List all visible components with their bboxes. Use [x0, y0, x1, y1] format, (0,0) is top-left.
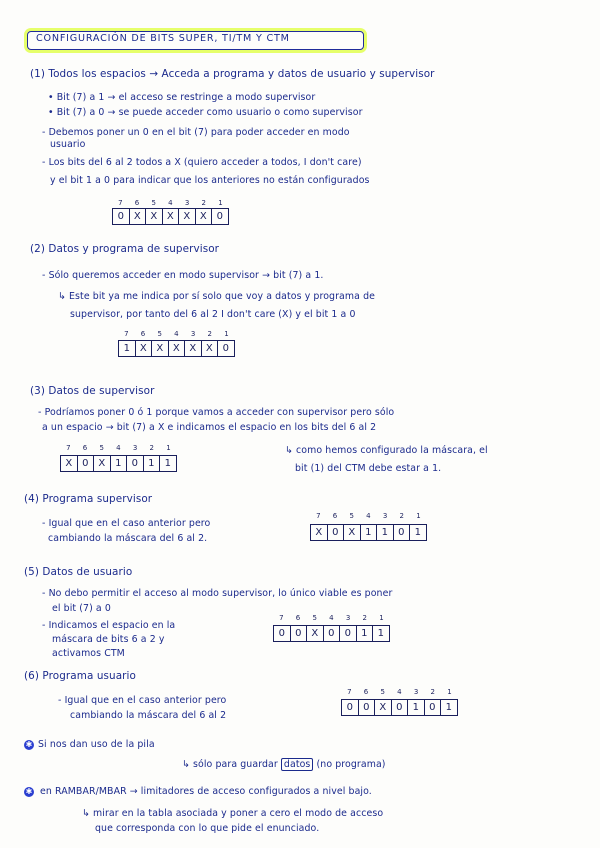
bit-num: 6: [140, 330, 146, 338]
bit-grid-3: [60, 455, 177, 472]
bit-num: 5: [380, 688, 385, 696]
section-6-heading: (6) Programa usuario: [24, 670, 136, 682]
section-3-line-2: a un espacio → bit (7) a X e indicamos el espacio en los bits del 6 al 2: [42, 422, 377, 433]
page-title: CONFIGURACIÓN DE BITS SUPER, TI/TM Y CTM: [36, 33, 290, 44]
bit-cell: 0: [342, 700, 359, 715]
bit-num: 4: [174, 330, 179, 338]
bit-cell: X: [169, 341, 186, 356]
bit-num: 7: [316, 512, 321, 520]
bit-num: 3: [382, 512, 388, 520]
bit-cell: 1: [377, 525, 394, 540]
bit-grid-4: [310, 524, 427, 541]
section-5-line-3: - Indicamos el espacio en la: [42, 620, 176, 631]
bit-cell: 0: [392, 700, 409, 715]
star-bullet-icon: ✱: [25, 787, 33, 796]
bit-num: 7: [118, 199, 123, 207]
bit-num: 3: [190, 330, 196, 338]
bit-cell: X: [185, 341, 202, 356]
section-2-line-1: - Sólo queremos acceder en modo supervisor → bit (7) a 1.: [42, 270, 324, 281]
note-2-sub2: que corresponda con lo que pide el enunciado.: [95, 823, 320, 834]
section-1-heading: (1) Todos los espacios → Acceda a programa y datos de usuario y supervisor: [30, 68, 435, 80]
bit-cell: X: [196, 209, 213, 224]
bit-cell: X: [311, 525, 328, 540]
note-2-text: en RAMBAR/MBAR → limitadores de acceso configurados a nivel bajo.: [40, 786, 372, 797]
section-3-heading: (3) Datos de supervisor: [30, 385, 155, 397]
bit-num: 7: [279, 614, 284, 622]
bit-cell: 1: [414, 527, 421, 538]
bit-num: 1: [379, 614, 384, 622]
section-2-heading: (2) Datos y programa de supervisor: [30, 243, 220, 255]
bit-grid-5: [273, 625, 390, 642]
section-1-line-3: - Debemos poner un 0 en el bit (7) para poder acceder en modo: [42, 127, 350, 138]
section-6-line-2: cambiando la máscara del 6 al 2: [70, 710, 227, 721]
bit-cell: 1: [377, 628, 384, 639]
section-4-line-1: - Igual que en el caso anterior pero: [42, 518, 211, 529]
bit-num: 7: [124, 330, 129, 338]
bit-cell: 0: [127, 456, 144, 471]
section-3-line-1: - Podríamos poner 0 ó 1 porque vamos a acceder con supervisor pero sólo: [38, 407, 395, 418]
section-1-line-5: - Los bits del 6 al 2 todos a X (quiero acceder a todos, I don't care): [42, 157, 362, 168]
bit-num: 7: [347, 688, 352, 696]
bit-num: 3: [413, 688, 419, 696]
bit-cell: X: [61, 456, 78, 471]
bit-cell: 1: [408, 700, 425, 715]
section-4-heading: (4) Programa supervisor: [24, 493, 153, 505]
bit-num: 5: [99, 444, 104, 452]
bit-cell: X: [146, 209, 163, 224]
bit-num: 2: [207, 330, 213, 338]
bit-positions-6: [341, 688, 458, 696]
bit-cell: X: [307, 626, 324, 641]
bit-cell: 1: [119, 341, 136, 356]
bit-cell: 1: [357, 626, 374, 641]
bit-cell: X: [179, 209, 196, 224]
bit-num: 3: [132, 444, 138, 452]
bit-cell: 0: [291, 626, 308, 641]
bit-num: 1: [447, 688, 452, 696]
bit-num: 4: [366, 512, 371, 520]
bit-num: 6: [134, 199, 140, 207]
bit-num: 2: [430, 688, 436, 696]
bit-num: 2: [362, 614, 368, 622]
bit-cell: 0: [113, 209, 130, 224]
bit-cell: X: [202, 341, 219, 356]
bit-grid-6: [341, 699, 458, 716]
note-2-sub: ↳ mirar en la tabla asociada y poner a cero el modo de acceso: [82, 808, 384, 819]
bit-num: 5: [312, 614, 317, 622]
section-1-line-4: usuario: [50, 139, 86, 150]
bit-cell: 0: [222, 343, 229, 354]
bit-cell: X: [94, 456, 111, 471]
bit-grid-1: [112, 208, 229, 225]
bit-num: 4: [168, 199, 173, 207]
bit-cell: 0: [340, 626, 357, 641]
bit-num: 2: [201, 199, 207, 207]
section-5-line-2: el bit (7) a 0: [52, 603, 111, 614]
bit-num: 2: [399, 512, 405, 520]
section-5-line-4: máscara de bits 6 a 2 y: [52, 634, 165, 645]
section-1-line-2: • Bit (7) a 0 → se puede acceder como usuario o como supervisor: [48, 107, 363, 118]
bit-num: 6: [295, 614, 301, 622]
bit-cell: X: [152, 341, 169, 356]
section-2-line-2: ↳ Este bit ya me indica por sí solo que voy a datos y programa de: [58, 291, 375, 302]
section-3-line-3: ↳ como hemos configurado la máscara, el: [285, 445, 488, 456]
section-4-line-2: cambiando la máscara del 6 al 2.: [48, 533, 208, 544]
section-1-line-6: y el bit 1 a 0 para indicar que los anteriores no están configurados: [50, 175, 370, 186]
note-1-sub: [182, 759, 386, 771]
bit-cell: 0: [274, 626, 291, 641]
bit-num: 6: [363, 688, 369, 696]
bit-cell: 0: [425, 700, 442, 715]
bit-cell: 0: [359, 700, 376, 715]
bit-cell: X: [163, 209, 180, 224]
bit-num: 6: [82, 444, 88, 452]
bit-num: 1: [218, 199, 223, 207]
bit-num: 5: [349, 512, 354, 520]
bit-num: 3: [184, 199, 190, 207]
section-2-line-3: supervisor, por tanto del 6 al 2 I don't care (X) y el bit 1 a 0: [70, 309, 356, 320]
bit-num: 2: [149, 444, 155, 452]
star-bullet-icon: ✱: [25, 740, 33, 749]
section-5-line-1: - No debo permitir el acceso al modo supervisor, lo único viable es poner: [42, 588, 393, 599]
bit-cell: X: [375, 700, 392, 715]
bit-positions-3: [60, 444, 177, 452]
bit-cell: 1: [111, 456, 128, 471]
bit-num: 5: [157, 330, 162, 338]
bit-num: 4: [397, 688, 402, 696]
bit-positions-4: [310, 512, 427, 520]
bit-cell: 0: [324, 626, 341, 641]
bit-num: 3: [345, 614, 351, 622]
bit-cell: 1: [164, 458, 171, 469]
section-5-heading: (5) Datos de usuario: [24, 566, 133, 578]
bit-cell: X: [130, 209, 147, 224]
bit-cell: 0: [216, 211, 223, 222]
bit-num: 1: [224, 330, 229, 338]
bit-positions-2: [118, 330, 235, 338]
note-1-sub-end: (no programa): [316, 759, 386, 770]
note-1-sub-start: ↳ sólo para guardar: [182, 759, 278, 770]
bit-cell: 0: [78, 456, 95, 471]
bit-grid-2: [118, 340, 235, 357]
bit-cell: 0: [394, 525, 411, 540]
bit-positions-1: [112, 199, 229, 207]
bit-num: 4: [329, 614, 334, 622]
section-6-line-1: - Igual que en el caso anterior pero: [58, 695, 227, 706]
bit-cell: 1: [445, 702, 452, 713]
bit-num: 5: [151, 199, 156, 207]
bit-num: 1: [416, 512, 421, 520]
bit-positions-5: [273, 614, 390, 622]
bit-cell: X: [136, 341, 153, 356]
section-3-line-4: bit (1) del CTM debe estar a 1.: [295, 463, 442, 474]
section-1-line-1: • Bit (7) a 1 → el acceso se restringe a modo supervisor: [48, 92, 316, 103]
note-1-text: Si nos dan uso de la pila: [38, 739, 155, 750]
bit-cell: 1: [144, 456, 161, 471]
bit-num: 4: [116, 444, 121, 452]
bit-num: 1: [166, 444, 171, 452]
note-1-boxed-word: datos: [281, 758, 314, 771]
bit-num: 6: [332, 512, 338, 520]
bit-cell: X: [344, 525, 361, 540]
bit-cell: 0: [328, 525, 345, 540]
section-5-line-5: activamos CTM: [52, 648, 125, 659]
bit-cell: 1: [361, 525, 378, 540]
bit-num: 7: [66, 444, 71, 452]
